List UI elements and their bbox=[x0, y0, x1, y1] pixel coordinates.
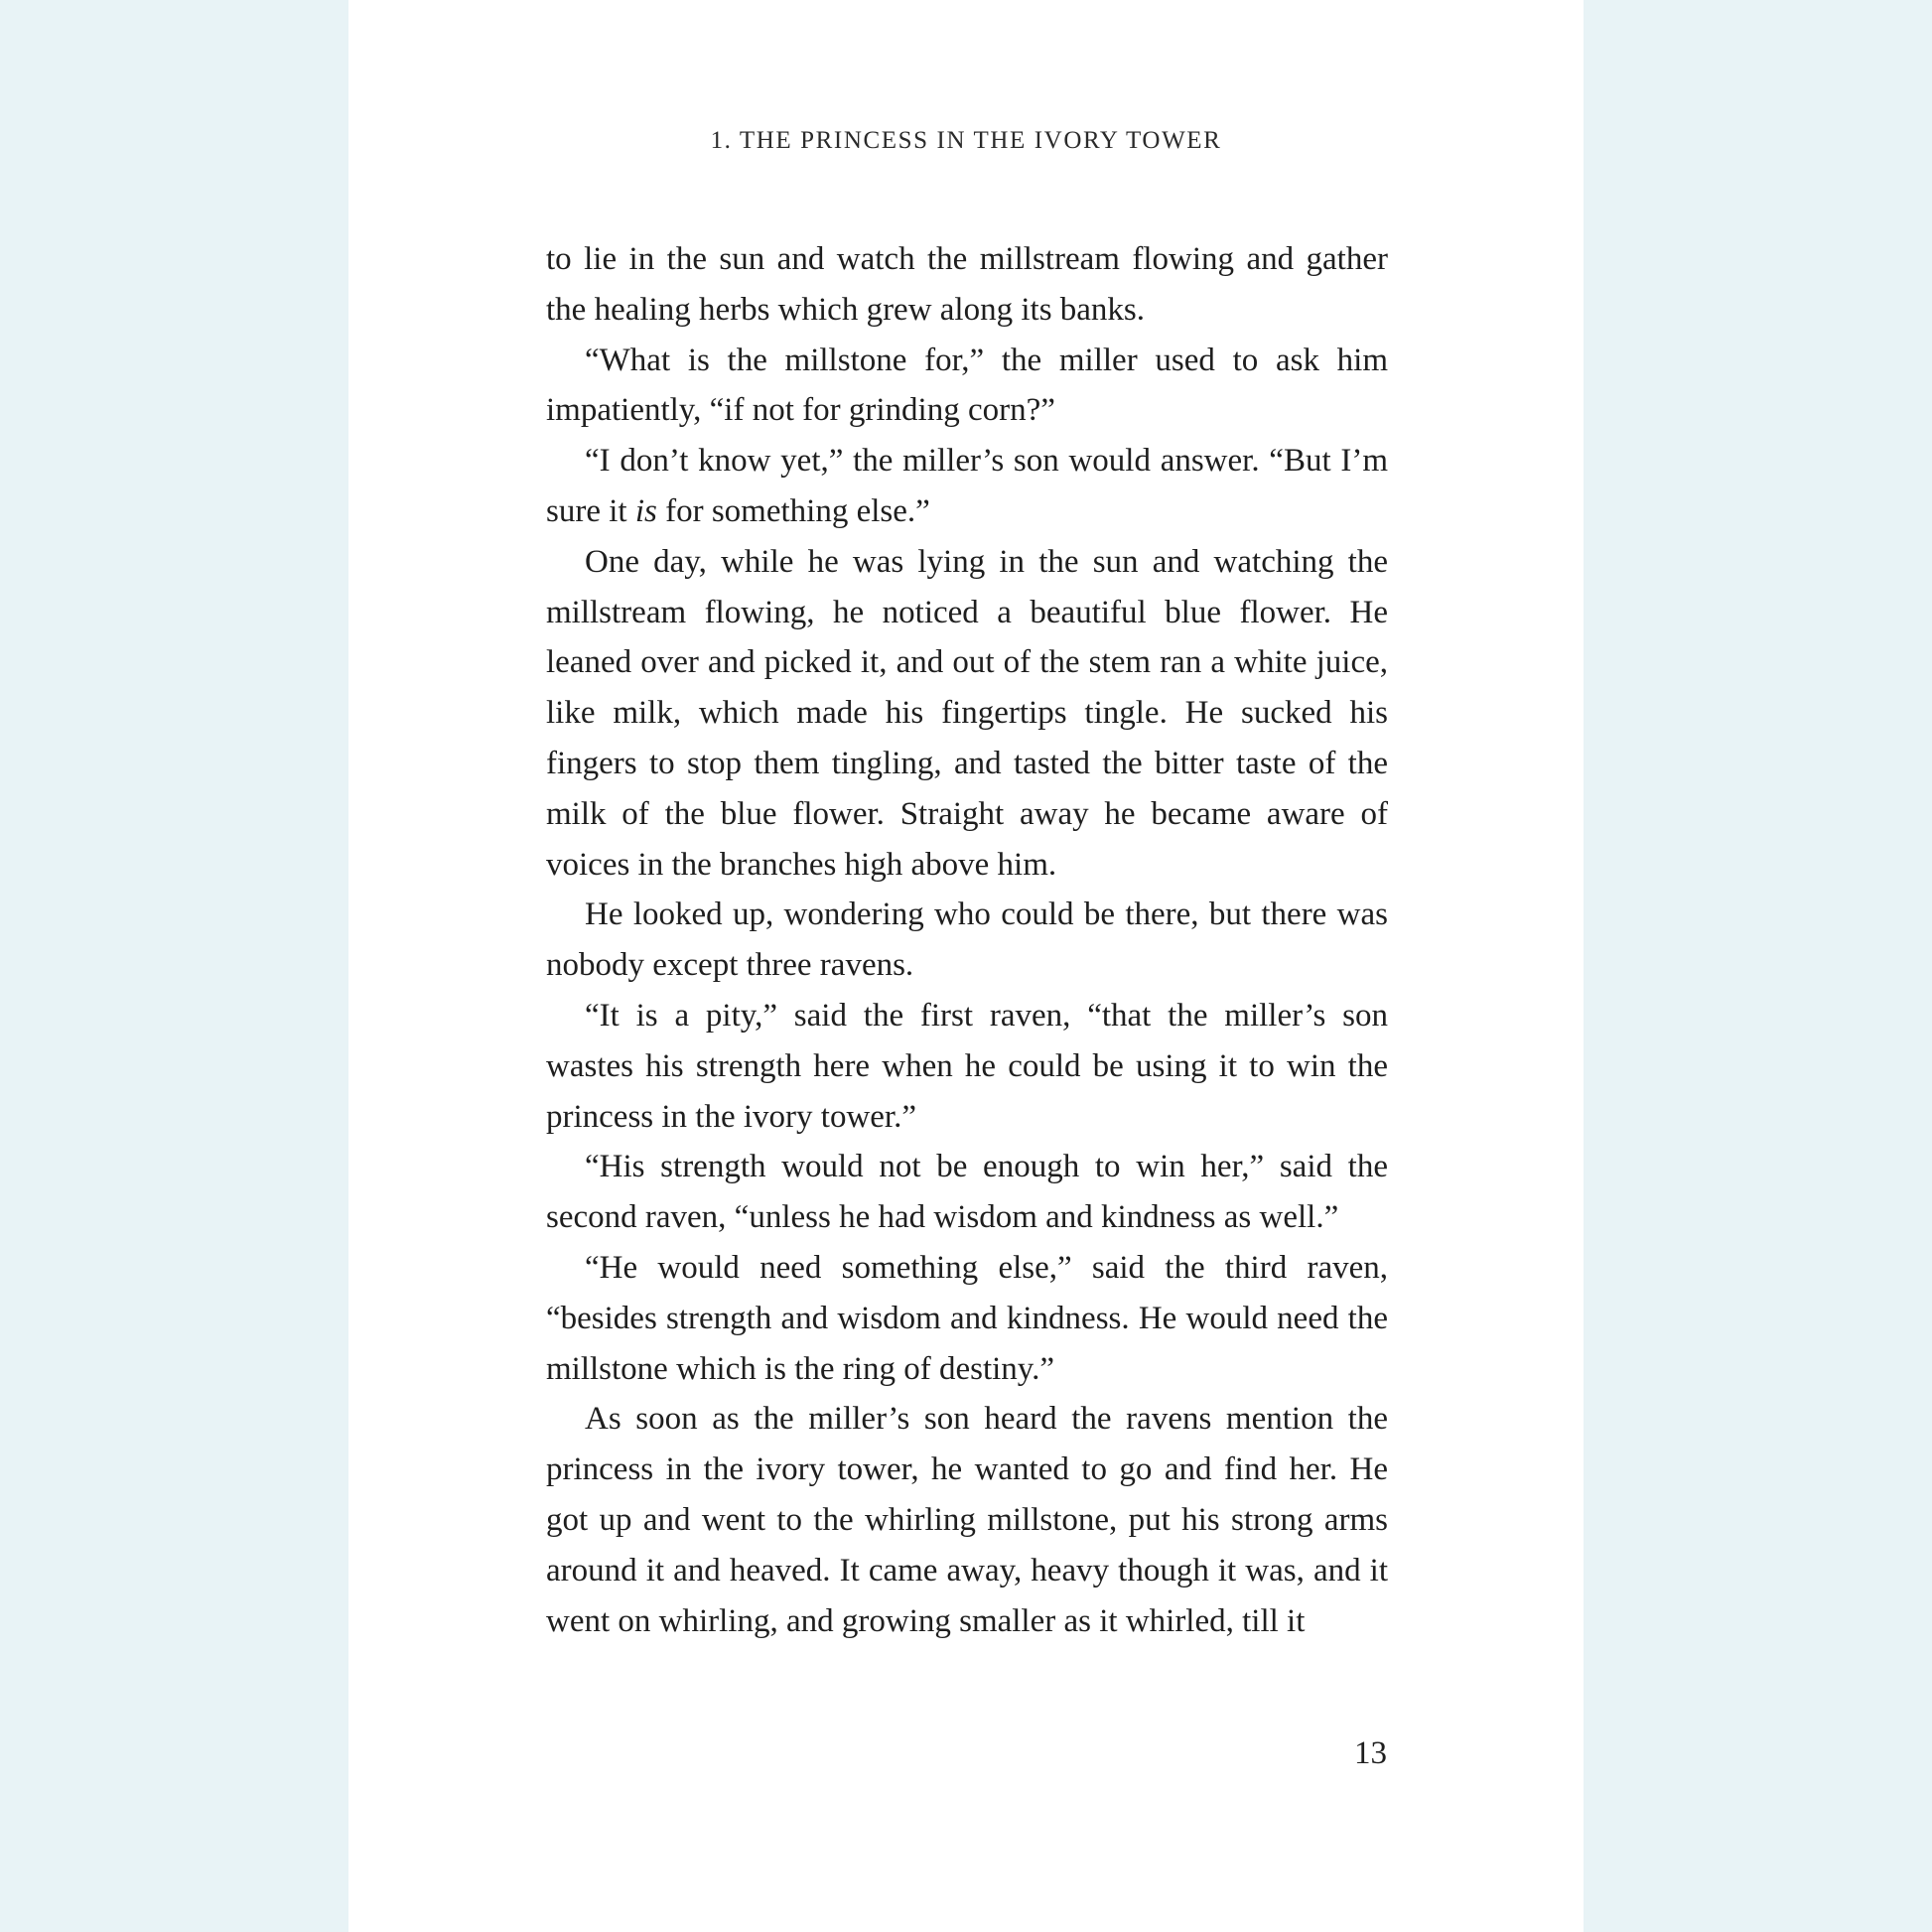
paragraph-5: He looked up, wondering who could be there, but there was nobody except three ravens. bbox=[546, 897, 1388, 984]
paragraph-2: “What is the millstone for,” the miller used to ask him impatiently, “if not for grinding corn?” bbox=[546, 342, 1388, 429]
paragraph-3-text-before: “I don’t know yet,” the miller’s son would answer. “But I’m sure it bbox=[546, 443, 1388, 529]
running-head: 1. THE PRINCESS IN THE IVORY TOWER bbox=[710, 127, 1222, 154]
paragraph-8: “He would need something else,” said the third raven, “besides strength and wisdom and kindness. He would need the millstone which is the ring of destiny.” bbox=[546, 1249, 1388, 1387]
paragraph-7: “His strength would not be enough to win her,” said the second raven, “unless he had wisdom and kindness as well.” bbox=[546, 1149, 1388, 1236]
paragraph-9: As soon as the miller’s son heard the ravens mention the princess in the ivory tower, he wanted to go and find her. He got up and went to the whirling millstone, put his strong arms around it and heaved. It came away, heavy though it was, and it went on whirling, and growing smaller as it whirled, till it bbox=[546, 1401, 1388, 1639]
body-text bbox=[546, 234, 1388, 1646]
paragraph-6: “It is a pity,” said the first raven, “that the miller’s son wastes his strength here when he could be using it to win the princess in the ivory tower.” bbox=[546, 997, 1388, 1135]
paragraph-3 bbox=[546, 436, 1388, 537]
book-page bbox=[348, 0, 1584, 1932]
page-number: 13 bbox=[1354, 1735, 1387, 1771]
paragraph-1: to lie in the sun and watch the millstream flowing and gather the healing herbs which grew along its banks. bbox=[546, 241, 1388, 328]
paragraph-3-text-after: for something else.” bbox=[656, 492, 930, 529]
paragraph-4: One day, while he was lying in the sun and watching the millstream flowing, he noticed a beautiful blue flower. He leaned over and picked it, and out of the stem ran a white juice, like milk, which made his fingertips tingle. He sucked his fingers to stop them tingling, and tasted the bitter taste of the milk of the blue flower. Straight away he became aware of voices in the branches high above him. bbox=[546, 543, 1388, 883]
emphasized-word: is bbox=[634, 492, 657, 529]
